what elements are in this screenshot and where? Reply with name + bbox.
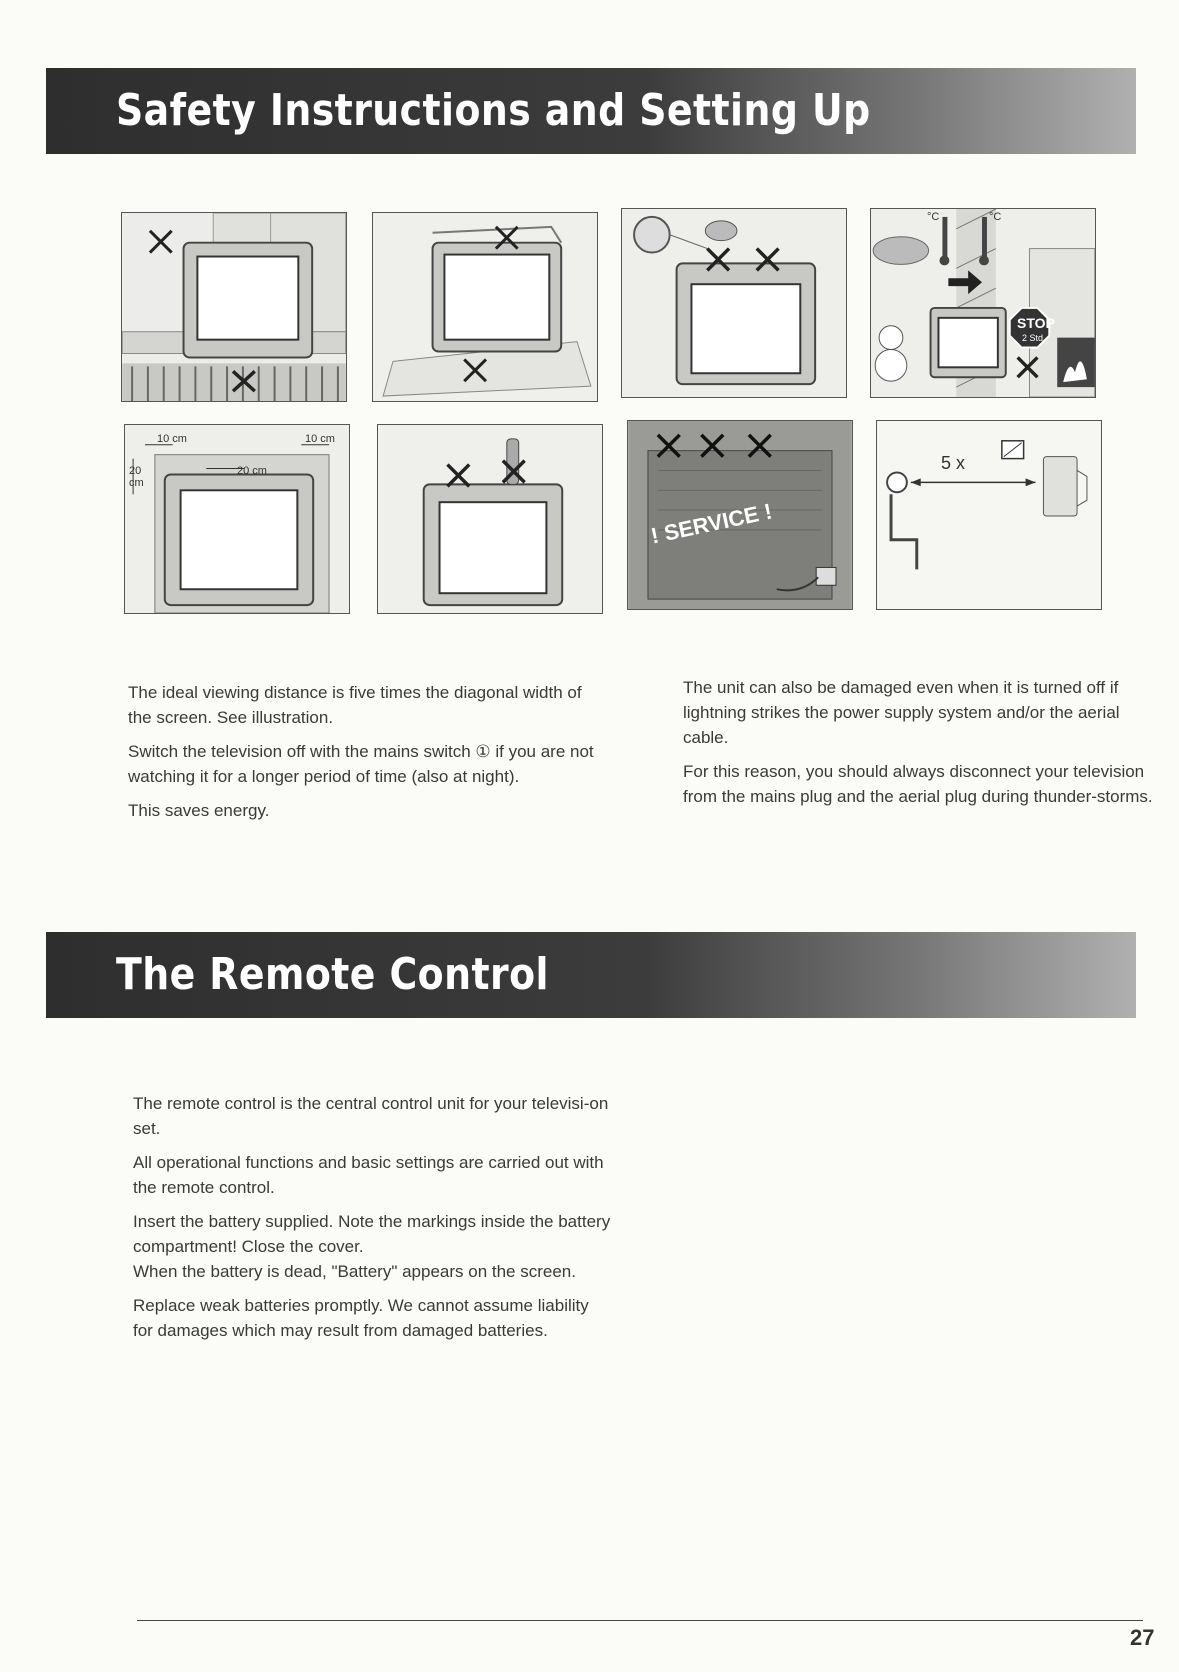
page-number: 27	[1130, 1625, 1155, 1650]
clearance-label-side: 20 cm	[129, 465, 144, 489]
illustration-temperature-stop	[870, 208, 1096, 398]
service-label: ! SERVICE !	[648, 498, 775, 549]
paragraph-lightning: The unit can also be damaged even when it is turned off if lightning strikes the power supply system and/or the aerial cable.	[683, 678, 1120, 747]
illustration-clearance	[124, 424, 350, 614]
paragraph-remote-central: The remote control is the central control unit for your televisi-on set.	[133, 1094, 609, 1138]
illustration-service	[627, 420, 853, 610]
section-title-safety: Safety Instructions and Setting Up	[116, 85, 871, 136]
remote-text	[133, 1091, 611, 1352]
section-banner-remote	[46, 932, 1136, 1018]
illustration-objects-on-top	[377, 424, 603, 614]
paragraph-viewing-distance: The ideal viewing distance is five times the diagonal width of the screen. See illustration.	[128, 683, 582, 727]
illustration-window-radiator	[121, 212, 347, 402]
illustration-vase-liquids	[621, 208, 847, 398]
thermometer-label-warm: °C	[989, 211, 1002, 223]
section-title-remote: The Remote Control	[116, 949, 549, 1000]
paragraph-saves-energy: This saves energy.	[128, 801, 270, 820]
stop-sign-label: STOP	[1017, 315, 1055, 331]
paragraph-battery-dead: When the battery is dead, "Battery" appears on the screen.	[133, 1262, 576, 1281]
paragraph-insert-battery: Insert the battery supplied. Note the markings inside the battery compartment! Close the cover.	[133, 1212, 611, 1256]
safety-text-right	[683, 675, 1159, 818]
paragraph-replace-batteries: Replace weak batteries promptly. We cannot assume liability for damages which may result from damaged batteries.	[133, 1296, 589, 1340]
stop-sign-sublabel: 2 Std	[1022, 333, 1044, 343]
safety-text-left	[128, 680, 604, 832]
clearance-label-left: 10 cm	[157, 433, 187, 445]
distance-label: 5 x	[941, 453, 966, 473]
clearance-label-top: 20 cm	[237, 465, 267, 477]
clearance-label-right: 10 cm	[305, 433, 335, 445]
paragraph-remote-functions: All operational functions and basic settings are carried out with the remote control.	[133, 1153, 604, 1197]
section-banner-safety	[46, 68, 1136, 154]
paragraph-disconnect: For this reason, you should always disconnect your television from the mains plug and the aerial plug during thunder-storms.	[683, 762, 1153, 806]
illustration-viewing-distance	[876, 420, 1102, 610]
thermometer-label-cold: °C	[927, 211, 940, 223]
illustration-tablecloth	[372, 212, 598, 402]
paragraph-mains-switch: Switch the television off with the mains switch ① if you are not watching it for a longer period of time (also at night).	[128, 742, 594, 786]
footer-rule	[137, 1620, 1143, 1621]
